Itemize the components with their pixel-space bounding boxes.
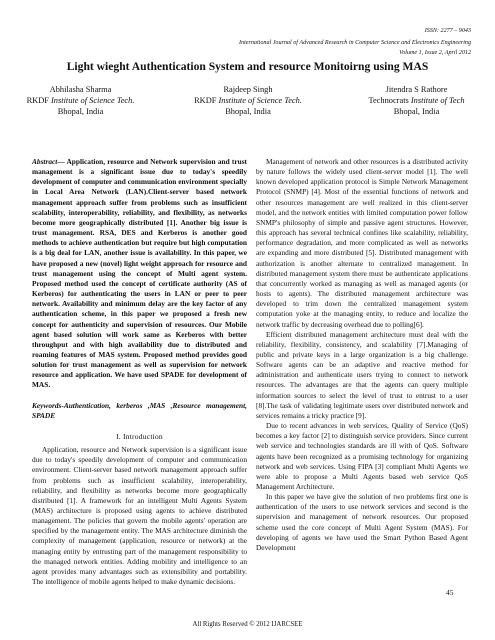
institute-name: Institute of Science Tech. [51, 96, 135, 105]
abstract [32, 157, 247, 391]
abstract-label: Abstract [32, 157, 58, 166]
author-3 [354, 84, 479, 117]
abstract-text: — Application, resource and Network supervision and trust management is a significant issue due to today's speedily development of computer and communication environment specially in Local Area Network (LAN).Client-server based network management approach suffer from problems such as insufficient scalability, interoperability, reliability, and flexibility, as networks become more geographically distributed [1]. Another big issue is trust management. RSA, DES and Kerberos is another good methods to achieve authentication but require but high computation is a big deal for LAN, another issue is availability. In this paper, we have proposed a new (novel) light weight approach for resource and trust management using the concept of Multi agent system. Proposed method used the concept of certificate authority (AS of Kerberos) for authenticating the users in LAN or peer to peer network. Availability and minimum delay are the key factor of any authentication scheme, in this paper we proposed a fresh new concept for authenticity and supervision of resources. Our Mobile agent based solution will work same as Kerberos with better throughput and with high availability due to distributed and roaming features of MAS system. Proposed method provides good solution for trust management as well as supervision for network resource and application. We have used SPADE for development of MAS. [32, 157, 247, 390]
body-paragraph: Due to recent advances in web services, Quality of Service (QoS) becomes a key factor [2] to distinguish service providers. Since current web service and technologies standards are ill with of QoS. Software agents have been recognized as a promising technology for organizing network and web services. Using FIPA [3] compliant Multi Agents we were able to propose a Multi Agents based web service QoS Management Architecture. [256, 421, 468, 491]
volume-issue: Volume 1, Issue 2, April 2012 [399, 50, 471, 56]
paper-title: Light wieght Authentication System and resource Monitoirng using MAS [66, 60, 429, 73]
copyright-footer: All Rights Reserved © 2012 IJARCSEE [192, 621, 303, 628]
page-number: 45 [446, 588, 454, 597]
author-1 [18, 84, 143, 117]
author-name: Abhilasha Sharma [49, 85, 112, 94]
author-affiliation [354, 95, 479, 106]
journal-name: International Journal of Advanced Research in Computer Science and Electronics Engineering [239, 40, 471, 46]
author-2 [188, 84, 308, 117]
institute-name: Institute of Science Tech. [218, 96, 302, 105]
institute-prefix: RKDF [26, 96, 49, 105]
author-name: Rajdeep Singh [223, 85, 273, 94]
right-column [256, 157, 468, 553]
institute-prefix: RKDF [194, 96, 217, 105]
body-paragraph: In this paper we have give the solution of two problems first one is authentication of the users to use network services and second is the supervision and management of network resources. Our proposed scheme used the core concept of Multi Agent System (MAS). For developing of agents we have used the Smart Python Based Agent Development [256, 492, 468, 552]
left-column [32, 157, 247, 587]
author-location: Bhopal, India [393, 107, 440, 116]
institute-name: Institute of Tech [410, 96, 465, 105]
author-affiliation [18, 95, 143, 106]
author-affiliation [188, 95, 308, 106]
author-location: Bhopal, India [57, 107, 104, 116]
author-name: Jitendra S Rathore [385, 85, 448, 94]
section-heading: I. Introduction [116, 431, 163, 441]
body-paragraph: Efficient distributed management architecture must deal with the reliability, flexibility, consistency, and scalability [7].Managing of public and private keys in a large organization is a big challenge. Software agents can be an adaptive and reactive method for administration and authenticate users trying to connect to network resources. The advantages are that the agents can query multiple information sources to select the level of trust to entrust to a user [8].The task of validating legitimate users over distributed network and services remains a tricky practice [9]. [256, 329, 468, 420]
body-paragraph: Management of network and other resources is a distributed activity by nature follows the widely used client-server model [1]. The well known developed application protocol is Simple Network Management Protocol (SNMP) [4]. Most of the essential functions of network and other resources management are well realized in this client-server model, and the network entities with limited computation power follow SNMP's philosophy of simple and passive agent structures. However, this approach has several technical confines like scalability, reliability, performance degradation, and more complicated as well as networks are expanding and more distributed [5]. Distributed management with authorization is another alternate to centralized management. In distributed management system there must be authenticate applications that concurrently worked as managing as well as managed agents (or hosts to agents). The distributed management architecture was developed to trim down the centralized management system computation yoke at the managing entity, to reduce and localize the network traffic by decreasing overhead due to polling[6]. [256, 157, 468, 329]
institute-prefix: Technocrats [368, 96, 409, 105]
issn: ISSN: 2277 – 9043 [424, 28, 471, 34]
intro-paragraph: Application, resource and Network supervision is a significant issue due to today's speedily development of computer and communication environment. Client-server based network management approach suffer from problems such as insufficient scalability, interoperability, reliability, and flexibility as networks become more geographically distributed [1]. A framework for an intelligent Multi Agents System (MAS) architecture is proposed using agents to achieve distributed management. The policies that govern the mobile agents' operation are specified by the management entity. The MAS architecture diminish the complexity of management (application, resource or network) at the managing entity by entrusting part of the management responsibility to the managed network entities. Adding mobility and intelligence to an agent provides many advantages such as extensibility and portability. The intelligence of mobile agents helped to make dynamic decisions. [32, 445, 247, 587]
author-location: Bhopal, India [225, 107, 271, 116]
keywords: Keywords-Authentication, kerberos ,MAS ,Resource management, SPADE [32, 400, 247, 420]
